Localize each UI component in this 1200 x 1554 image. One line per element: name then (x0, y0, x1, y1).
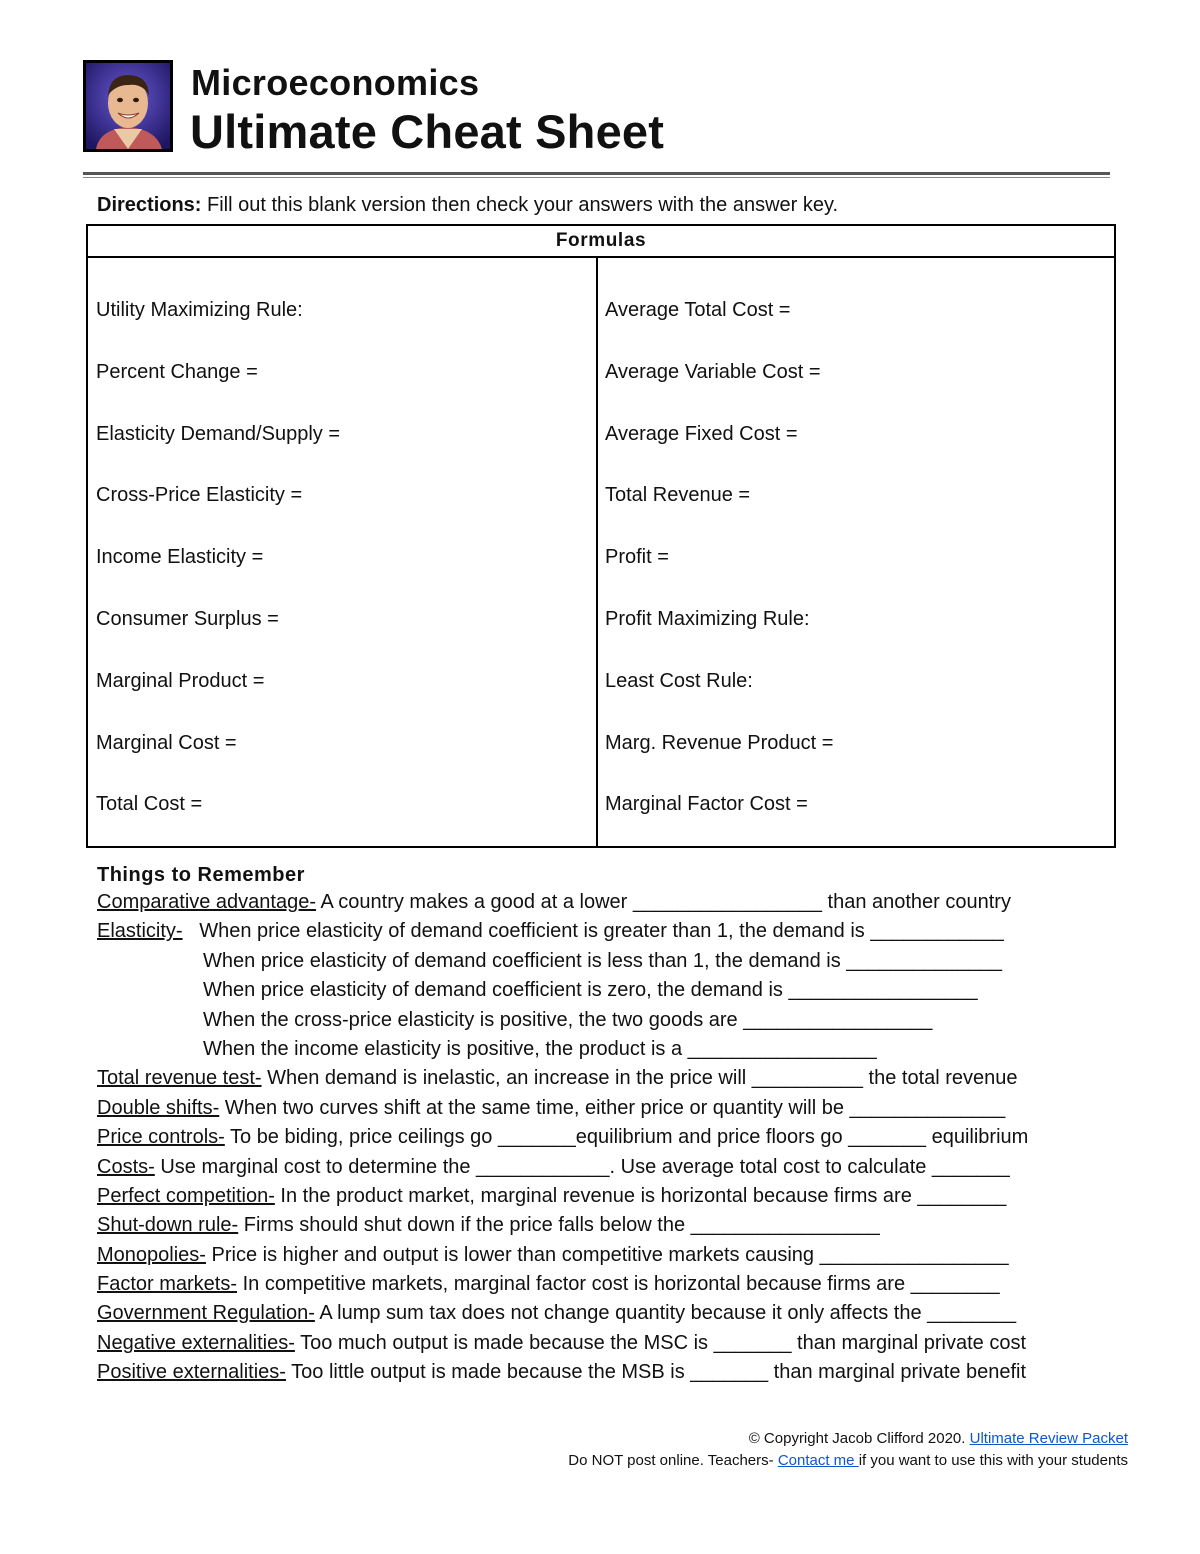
term-text: When price elasticity of demand coefficient is greater than 1, the demand is ____________ (182, 920, 1004, 943)
formula-item: Average Fixed Cost = (605, 422, 798, 445)
term-label: Positive externalities- (97, 1361, 286, 1384)
author-portrait-image (86, 63, 170, 149)
list-item (97, 888, 1117, 917)
term-label: Shut-down rule- (97, 1214, 239, 1237)
term-label: Government Regulation- (97, 1302, 315, 1325)
footer (568, 1428, 1128, 1472)
term-text: When price elasticity of demand coefficient is zero, the demand is _________________ (203, 979, 978, 1002)
list-item (97, 1241, 1117, 1270)
list-item (97, 917, 1117, 946)
formulas-left-column (96, 298, 340, 854)
term-text: When price elasticity of demand coefficient is less than 1, the demand is ______________ (203, 949, 1003, 972)
things-heading: Things to Remember (97, 864, 305, 886)
term-label: Factor markets- (97, 1273, 238, 1296)
list-item (97, 1270, 1117, 1299)
formulas-heading: Formulas (88, 226, 1114, 258)
formula-item: Marginal Factor Cost = (605, 793, 808, 816)
term-text: Price is higher and output is lower than competitive markets causing _________________ (205, 1243, 1009, 1266)
list-item (97, 1182, 1117, 1211)
formulas-table (86, 224, 1116, 848)
term-label: Costs- (97, 1155, 155, 1178)
list-item (97, 1035, 1117, 1064)
formula-item: Marg. Revenue Product = (605, 731, 834, 754)
term-label: Double shifts- (97, 1096, 220, 1119)
term-label: Price controls- (97, 1126, 225, 1149)
formula-item: Total Cost = (96, 793, 203, 816)
copyright-line (568, 1428, 1128, 1450)
ultimate-review-packet-link[interactable]: Ultimate Review Packet (969, 1430, 1128, 1447)
copyright-text: © Copyright Jacob Clifford 2020. (748, 1430, 970, 1447)
notice-text: Do NOT post online. Teachers- (568, 1452, 778, 1469)
formula-item: Cross-Price Elasticity = (96, 484, 303, 507)
page-title: Ultimate Cheat Sheet (190, 105, 665, 158)
directions (97, 194, 838, 217)
list-item (97, 1094, 1117, 1123)
term-text: A lump sum tax does not change quantity because it only affects the ________ (314, 1302, 1017, 1325)
formula-item: Marginal Product = (96, 669, 265, 692)
list-item (97, 1006, 1117, 1035)
term-label: Elasticity- (97, 920, 183, 943)
term-text: Too much output is made because the MSC is _______ than marginal private cost (294, 1331, 1027, 1354)
things-to-remember (97, 862, 1117, 1388)
formula-item: Income Elasticity = (96, 546, 264, 569)
term-label: Monopolies- (97, 1243, 206, 1266)
list-item (97, 1153, 1117, 1182)
directions-label: Directions: (97, 194, 202, 216)
formula-item: Elasticity Demand/Supply = (96, 422, 341, 445)
term-text: Firms should shut down if the price falls below the _________________ (238, 1214, 880, 1237)
term-text: When the income elasticity is positive, the product is a _________________ (203, 1037, 877, 1060)
formula-item: Average Variable Cost = (605, 360, 821, 383)
term-text: When two curves shift at the same time, either price or quantity will be ______________ (219, 1096, 1006, 1119)
term-label: Perfect competition- (97, 1184, 275, 1207)
term-text: A country makes a good at a lower _________________ than another country (316, 891, 1011, 913)
term-label: Comparative advantage- (97, 891, 317, 913)
formulas-right-column (605, 298, 833, 854)
formula-item: Average Total Cost = (605, 299, 791, 321)
list-item (97, 976, 1117, 1005)
term-text: Use marginal cost to determine the ____________. Use average total cost to calculate _______ (154, 1155, 1010, 1178)
formula-item: Consumer Surplus = (96, 607, 279, 630)
list-item (97, 1064, 1117, 1093)
formula-item: Utility Maximizing Rule: (96, 299, 303, 321)
term-label: Total revenue test- (97, 1067, 262, 1090)
term-text: When demand is inelastic, an increase in the price will __________ the total revenue (261, 1067, 1018, 1090)
author-photo (83, 60, 173, 152)
list-item (97, 1358, 1117, 1387)
header-rule-thin (83, 177, 1110, 178)
directions-text: Fill out this blank version then check your answers with the answer key. (201, 194, 839, 216)
formula-item: Profit = (605, 546, 669, 569)
formula-item: Least Cost Rule: (605, 669, 753, 692)
contact-me-link[interactable]: Contact me (777, 1452, 859, 1469)
list-item (97, 1123, 1117, 1152)
term-text: Too little output is made because the MSB is _______ than marginal private benefit (285, 1361, 1027, 1384)
formula-item: Marginal Cost = (96, 731, 237, 754)
list-item (97, 1329, 1117, 1358)
column-divider (596, 258, 598, 846)
notice-line (568, 1450, 1128, 1472)
term-text: In competitive markets, marginal factor cost is horizontal because firms are ________ (237, 1273, 1000, 1296)
subject-heading: Microeconomics (191, 62, 480, 103)
term-text: When the cross-price elasticity is positive, the two goods are _________________ (203, 1008, 933, 1031)
list-item (97, 1211, 1117, 1240)
formula-item: Total Revenue = (605, 484, 751, 507)
formula-item: Percent Change = (96, 360, 258, 383)
formula-item: Profit Maximizing Rule: (605, 607, 810, 630)
list-item (97, 947, 1117, 976)
term-text: To be biding, price ceilings go _______equilibrium and price floors go _______ equilibrium (224, 1126, 1029, 1149)
list-item (97, 1299, 1117, 1328)
term-label: Negative externalities- (97, 1331, 295, 1354)
header-rule (83, 172, 1110, 175)
term-text: In the product market, marginal revenue is horizontal because firms are ________ (274, 1184, 1007, 1207)
notice-text-end: if you want to use this with your students (858, 1452, 1128, 1469)
